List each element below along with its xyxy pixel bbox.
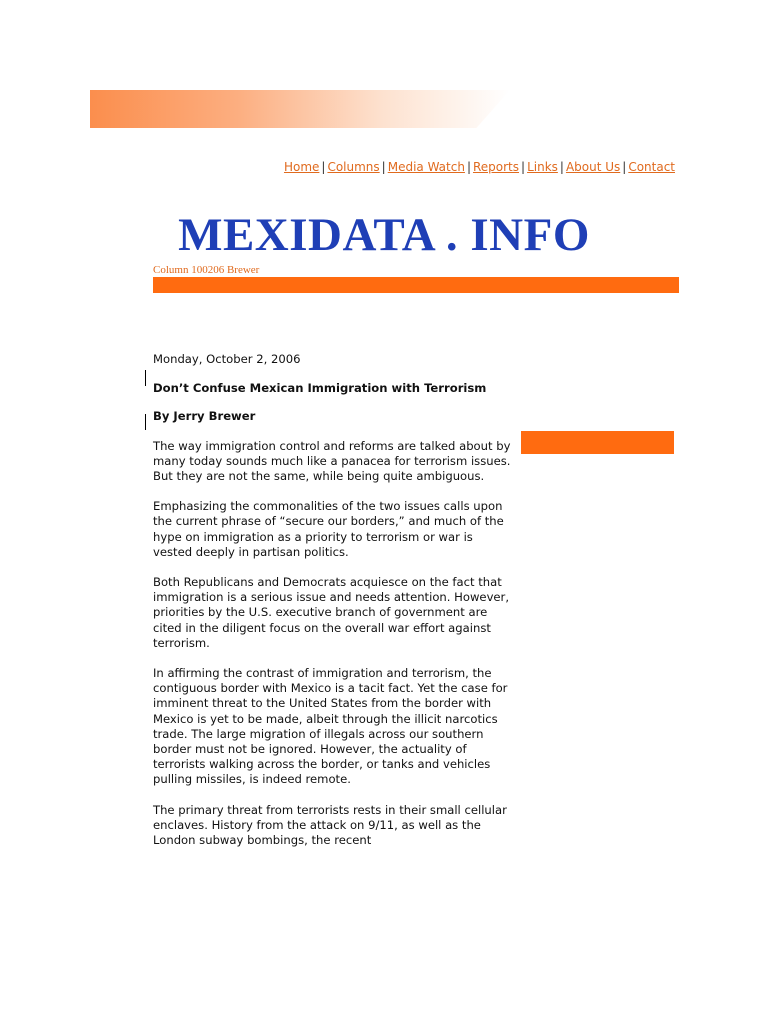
text-cursor-mark bbox=[145, 414, 146, 430]
header-gradient-banner bbox=[90, 90, 510, 128]
nav-link-about-us[interactable]: About Us bbox=[565, 160, 621, 174]
nav-link-columns[interactable]: Columns bbox=[327, 160, 380, 174]
article-paragraph: Both Republicans and Democrats acquiesce on the fact that immigration is a serious issue and needs attention. However, priorities by the U.S. executive branch of government are cited in the diligent focus on the overall war effort against terrorism. bbox=[153, 575, 510, 650]
nav-separator: | bbox=[622, 160, 627, 174]
nav-link-media-watch[interactable]: Media Watch bbox=[387, 160, 465, 174]
nav-link-reports[interactable]: Reports bbox=[472, 160, 520, 174]
article-paragraph: Emphasizing the commonalities of the two issues calls upon the current phrase of “secure our borders,” and much of the hype on immigration as a priority to terrorism or war is vested deeply in partisan politics. bbox=[153, 499, 504, 559]
nav-separator: | bbox=[466, 160, 471, 174]
column-identifier: Column 100206 Brewer bbox=[153, 264, 260, 276]
article-paragraph: The way immigration control and reforms are talked about by many today sounds much like a panacea for terrorism issues. But they are not the same, while being quite ambiguous. bbox=[153, 438, 511, 484]
nav-separator: | bbox=[321, 160, 326, 174]
article-paragraph: In affirming the contrast of immigration and terrorism, the contiguous border with Mexico is a tacit fact. Yet the case for imminent threat to the United States from the border with Mexico is yet to be made, albeit through the illicit narcotics trade. The large migration of illegals across our southern border must not be ignored. However, the actuality of terrorists walking across the border, or tanks and vehicles pulling missiles, is indeed remote. bbox=[153, 666, 508, 787]
article-headline: Don’t Confuse Mexican Immigration with Terrorism bbox=[153, 381, 487, 396]
site-title: MEXIDATA . INFO bbox=[178, 209, 590, 261]
article-byline: By Jerry Brewer bbox=[153, 409, 256, 424]
nav-separator: | bbox=[559, 160, 564, 174]
nav-link-links[interactable]: Links bbox=[527, 160, 558, 174]
top-navigation bbox=[284, 160, 675, 174]
sidebar-orange-box bbox=[521, 431, 674, 454]
header-orange-bar bbox=[153, 277, 679, 293]
text-cursor-mark bbox=[145, 370, 146, 386]
article-date: Monday, October 2, 2006 bbox=[153, 352, 301, 366]
nav-separator: | bbox=[381, 160, 386, 174]
article-body bbox=[153, 352, 513, 863]
nav-link-contact[interactable]: Contact bbox=[628, 160, 675, 174]
nav-separator: | bbox=[521, 160, 526, 174]
article-paragraph: The primary threat from terrorists rests in their small cellular enclaves. History from the attack on 9/11, as well as the London subway bombings, the recent bbox=[153, 802, 507, 848]
nav-link-home[interactable]: Home bbox=[283, 160, 320, 174]
